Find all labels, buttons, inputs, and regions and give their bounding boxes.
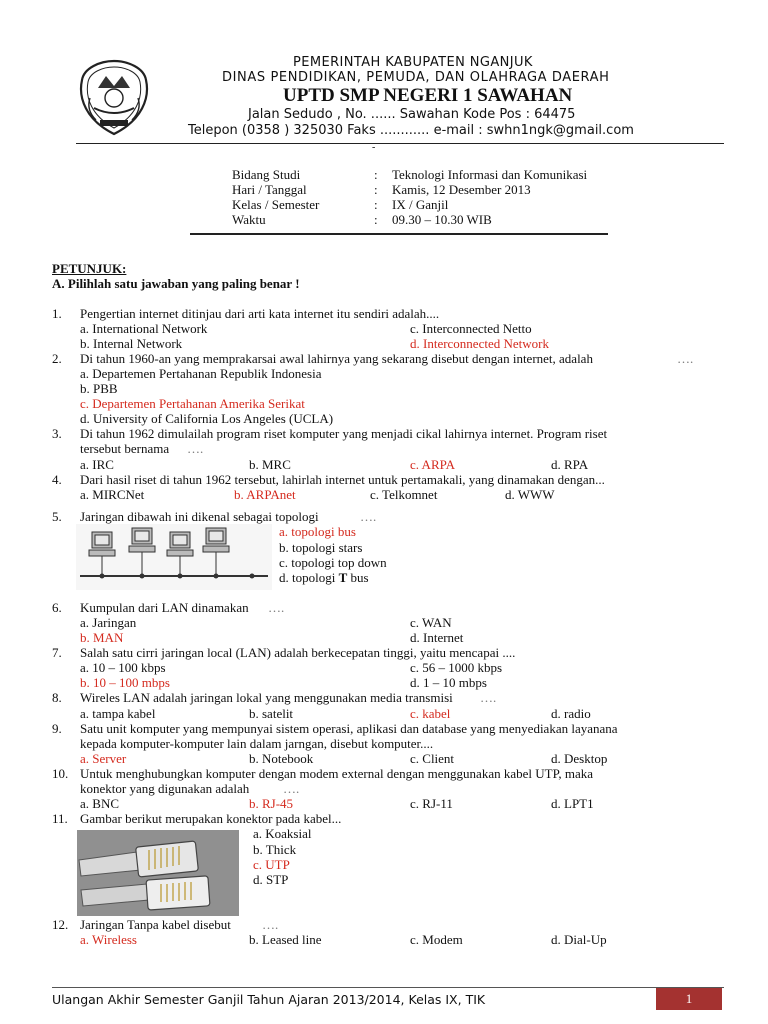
option-c: c. WAN — [410, 615, 452, 630]
option-b: b. topologi stars — [279, 540, 363, 555]
option-c: c. Telkomnet — [370, 487, 438, 502]
header-department-line: DINAS PENDIDIKAN, PEMUDA, DAN OLAHRAGA DAERAH — [222, 70, 610, 85]
question-text-cont: kepada komputer-komputer lain dalam jarngan, disebut komputer.... — [80, 736, 434, 751]
info-label: Hari / Tanggal — [232, 182, 307, 197]
option-a: a. Koaksial — [253, 826, 312, 841]
instruction-text: A. Pilihlah satu jawaban yang paling benar ! — [52, 276, 300, 291]
question-text: Satu unit komputer yang mempunyai sistem operasi, aplikasi dan database yang menyediakan layanana — [80, 721, 618, 736]
info-label: Waktu — [232, 212, 266, 227]
question-text: Wireles LAN adalah jaringan lokal yang menggunakan media transmisi — [80, 690, 453, 705]
question-text: Kumpulan dari LAN dinamakan — [80, 600, 249, 615]
option-d: d. STP — [253, 872, 289, 887]
header-address: Jalan Sedudo , No. ...... Sawahan Kode Pos : 64475 — [248, 107, 576, 122]
option-c-answer: c. kabel — [410, 706, 451, 721]
question-number: 10. — [52, 766, 69, 781]
question-text: Salah satu cirri jaringan local (LAN) adalah berkecepatan tinggi, yaitu mencapai .... — [80, 645, 516, 660]
footer-text: Ulangan Akhir Semester Ganjil Tahun Ajaran 2013/2014, Kelas IX, TIK — [52, 992, 486, 1007]
option-d-suffix: bus — [347, 570, 369, 585]
info-sep: : — [374, 167, 378, 182]
info-label: Kelas / Semester — [232, 197, 320, 212]
option-b: b. Internal Network — [80, 336, 183, 351]
option-a: a. IRC — [80, 457, 114, 472]
question-number: 9. — [52, 721, 62, 736]
option-d: d. University of California Los Angeles (UCLA) — [80, 411, 334, 426]
option-d: d. 1 – 10 mbps — [410, 675, 487, 690]
option-b: b. PBB — [80, 381, 118, 396]
footer-divider — [52, 987, 724, 988]
option-d: d. LPT1 — [551, 796, 594, 811]
question-dots: …. — [283, 781, 300, 796]
question-number: 4. — [52, 472, 62, 487]
option-a-answer: a. Server — [80, 751, 127, 766]
option-b: b. Notebook — [249, 751, 314, 766]
question-number: 11. — [52, 811, 68, 826]
option-c-answer: c. UTP — [253, 857, 290, 872]
option-d-prefix: d. topologi — [279, 570, 339, 585]
option-a: a. MIRCNet — [80, 487, 145, 502]
option-b-answer: b. 10 – 100 mbps — [80, 675, 170, 690]
question-text: Di tahun 1962 dimulailah program riset komputer yang menjadi cikal lahirnya internet. Program riset — [80, 426, 608, 441]
question-number: 12. — [52, 917, 69, 932]
header-divider — [76, 143, 724, 144]
question-number: 8. — [52, 690, 62, 705]
info-value: Kamis, 12 Desember 2013 — [392, 182, 531, 197]
info-sep: : — [374, 212, 378, 227]
question-number: 6. — [52, 600, 62, 615]
option-c: c. Modem — [410, 932, 463, 947]
district-emblem-logo — [76, 58, 152, 138]
question-text: Jaringan dibawah ini dikenal sebagai topologi — [80, 509, 319, 524]
question-text: Dari hasil riset di tahun 1962 tersebut, lahirlah internet untuk pertamakali, yang dinamakan dengan... — [80, 472, 605, 487]
option-a: a. Departemen Pertahanan Republik Indonesia — [80, 366, 322, 381]
info-value: IX / Ganjil — [392, 197, 449, 212]
question-dots: …. — [677, 351, 694, 366]
header-government-line: PEMERINTAH KABUPATEN NGANJUK — [293, 55, 533, 70]
option-a: a. 10 – 100 kbps — [80, 660, 166, 675]
option-d-answer: d. Interconnected Network — [410, 336, 549, 351]
option-c-answer: c. ARPA — [410, 457, 456, 472]
question-text: Di tahun 1960-an yang memprakarsai awal lahirnya yang sekarang disebut dengan internet, adalah — [80, 351, 593, 366]
option-a-answer: a. topologi bus — [279, 524, 356, 539]
option-a: a. Jaringan — [80, 615, 137, 630]
info-label: Bidang Studi — [232, 167, 301, 182]
option-a: a. International Network — [80, 321, 208, 336]
question-dots: …. — [480, 690, 497, 705]
option-b: b. Thick — [253, 842, 297, 857]
option-a: a. BNC — [80, 796, 119, 811]
option-a-answer: a. Wireless — [80, 932, 137, 947]
info-sep: : — [374, 182, 378, 197]
option-c: c. Client — [410, 751, 455, 766]
header-school-name: UPTD SMP NEGERI 1 SAWAHAN — [283, 85, 573, 106]
petunjuk-heading: PETUNJUK: — [52, 261, 127, 276]
question-text: Gambar berikut merupakan konektor pada kabel... — [80, 811, 342, 826]
question-text: Jaringan Tanpa kabel disebut — [80, 917, 231, 932]
option-d: d. Desktop — [551, 751, 608, 766]
option-b: b. MRC — [249, 457, 291, 472]
option-c: c. RJ-11 — [410, 796, 453, 811]
question-dots: …. — [187, 441, 204, 456]
header-dash: - — [372, 142, 376, 153]
question-number: 5. — [52, 509, 62, 524]
bus-topology-image — [76, 524, 272, 590]
option-b: b. Leased line — [249, 932, 322, 947]
question-text: Untuk menghubungkan komputer dengan modem external dengan menggunakan kabel UTP, maka — [80, 766, 594, 781]
page-number: 1 — [656, 988, 722, 1010]
header-contact: Telepon (0358 ) 325030 Faks ............ e-mail : swhn1ngk@gmail.com — [188, 123, 634, 138]
question-number: 3. — [52, 426, 62, 441]
option-d: d. WWW — [505, 487, 555, 502]
option-d: d. Dial-Up — [551, 932, 607, 947]
info-divider — [190, 233, 608, 235]
option-d-bold: T — [338, 570, 348, 585]
option-b: b. satelit — [249, 706, 294, 721]
option-c: c. topologi top down — [279, 555, 387, 570]
option-b-answer: b. ARPAnet — [234, 487, 296, 502]
question-dots: …. — [268, 600, 285, 615]
info-value: 09.30 – 10.30 WIB — [392, 212, 492, 227]
info-value: Teknologi Informasi dan Komunikasi — [392, 167, 588, 182]
option-d — [279, 570, 369, 586]
question-number: 2. — [52, 351, 62, 366]
info-sep: : — [374, 197, 378, 212]
option-c: c. Interconnected Netto — [410, 321, 532, 336]
option-d: d. Internet — [410, 630, 464, 645]
question-number: 7. — [52, 645, 62, 660]
option-c-answer: c. Departemen Pertahanan Amerika Serikat — [80, 396, 305, 411]
option-b-answer: b. MAN — [80, 630, 124, 645]
option-d: d. RPA — [551, 457, 589, 472]
question-text-cont: tersebut bernama — [80, 441, 170, 456]
option-c: c. 56 – 1000 kbps — [410, 660, 503, 675]
rj45-connector-image — [77, 830, 239, 916]
question-dots: …. — [360, 509, 377, 524]
option-d: d. radio — [551, 706, 591, 721]
option-b-answer: b. RJ-45 — [249, 796, 294, 811]
question-number: 1. — [52, 306, 62, 321]
question-text: Pengertian internet ditinjau dari arti kata internet itu sendiri adalah.... — [80, 306, 440, 321]
question-dots: …. — [262, 917, 279, 932]
question-text-cont: konektor yang digunakan adalah — [80, 781, 250, 796]
option-a: a. tampa kabel — [80, 706, 156, 721]
